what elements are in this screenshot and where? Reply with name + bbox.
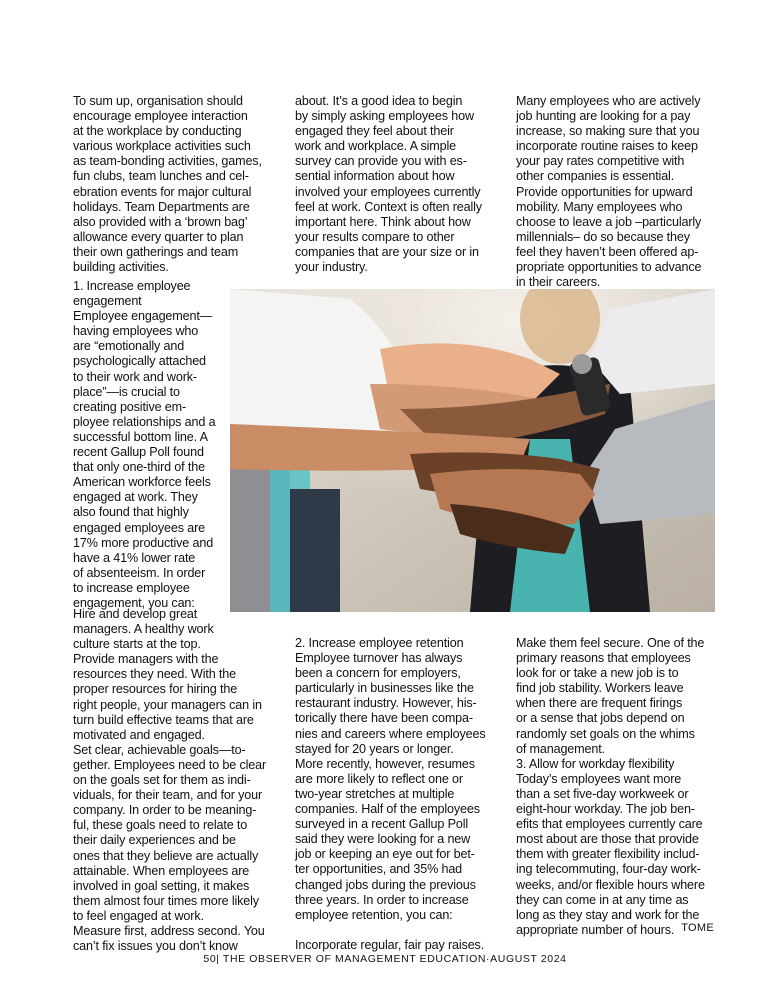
author-signoff: TOME (681, 922, 714, 934)
page-footer: 50| THE OBSERVER OF MANAGEMENT EDUCATION·AUGUST 2024 (203, 953, 567, 965)
section-3-flexibility: Make them feel secure. One of the primary reasons that employees look for or take a new job is to find job stability. Workers leave when there are frequent firings or a sense that jobs depend on randomly set goals on the whims of management. 3. Allow for workday flexibility Today’s employees want more than a set five-day workweek or eight-hour workday. The job ben- efits that employees currently care most about are those that provide them with greater flexibility includ- ing telecommuting, four-day work- weeks, and/or flexible hours where they can come in at any time as long as they stay and work for the appropriate number of hours. (516, 636, 705, 937)
hire-managers-paragraph: Hire and develop great managers. A healthy work culture starts at the top. Provide managers with the resources they need. With the proper resources for hiring the right people, your managers can in turn build effective teams that are motivated and engaged. Set clear, achievable goals—to- gether. Employees need to be clear on the goals set for them as indi- viduals, for their team, and for your company. In order to be meaning- ful, these goals need to relate to their daily experiences and be ones that they believe are actually attainable. When employees are involved in goal setting, it makes them almost four times more likely to feel engaged at work. Measure first, address second. You can’t fix issues you don’t know (73, 607, 267, 954)
team-hands-stacked-photo (230, 289, 715, 612)
section-1-engagement: 1. Increase employee engagement Employee engagement— having employees who are “emotionally and psychologically attached to their work and work- place”—is crucial to creating positive em- ployee relationships and a successful bottom line. A recent Gallup Poll found that only one-third of the American workforce feels engaged at work. They also found that highly engaged employees are 17% more productive and have a 41% lower rate of absenteeism. In order to increase employee engagement, you can: (73, 279, 216, 610)
section-2-retention: 2. Increase employee retention Employee turnover has always been a concern for employers, particularly in businesses like the restaurant industry. However, his- torically there have been compa- nies and careers where employees stayed for 20 years or longer. More recently, however, resumes are more likely to reflect one or two-year stretches at multiple companies. Half of the employees surveyed in a recent Gallup Poll said they were looking for a new job or keeping an eye out for bet- ter opportunities, and 35% had changed jobs during the previous three years. In order to increase employee retention, you can: Incorporate regular, fair pay raises. (295, 636, 486, 952)
intro-paragraph-col2: about. It’s a good idea to begin by simply asking employees how engaged they feel about their work and workplace. A simple survey can provide you with es- sential information about how involved your employees currently feel at work. Context is often really important here. Think about how your results compare to other companies that are your size or in your industry. (295, 94, 482, 275)
intro-paragraph-col1: To sum up, organisation should encourage employee interaction at the workplace by conducting various workplace activities such as team-bonding activities, games, fun clubs, team lunches and cel- ebration events for major cultural holidays. Team Departments are also provided with a ‘brown bag’ allowance every quarter to plan their own gatherings and team building activities. (73, 94, 262, 275)
intro-paragraph-col3: Many employees who are actively job hunting are looking for a pay increase, so making sure that you incorporate routine raises to keep your pay rates competitive with other companies is essential. Provide opportunities for upward mobility. Many employees who choose to leave a job –particularly millennials– do so because they feel they haven’t been offered ap- propriate opportunities to advance in their careers. (516, 94, 702, 290)
